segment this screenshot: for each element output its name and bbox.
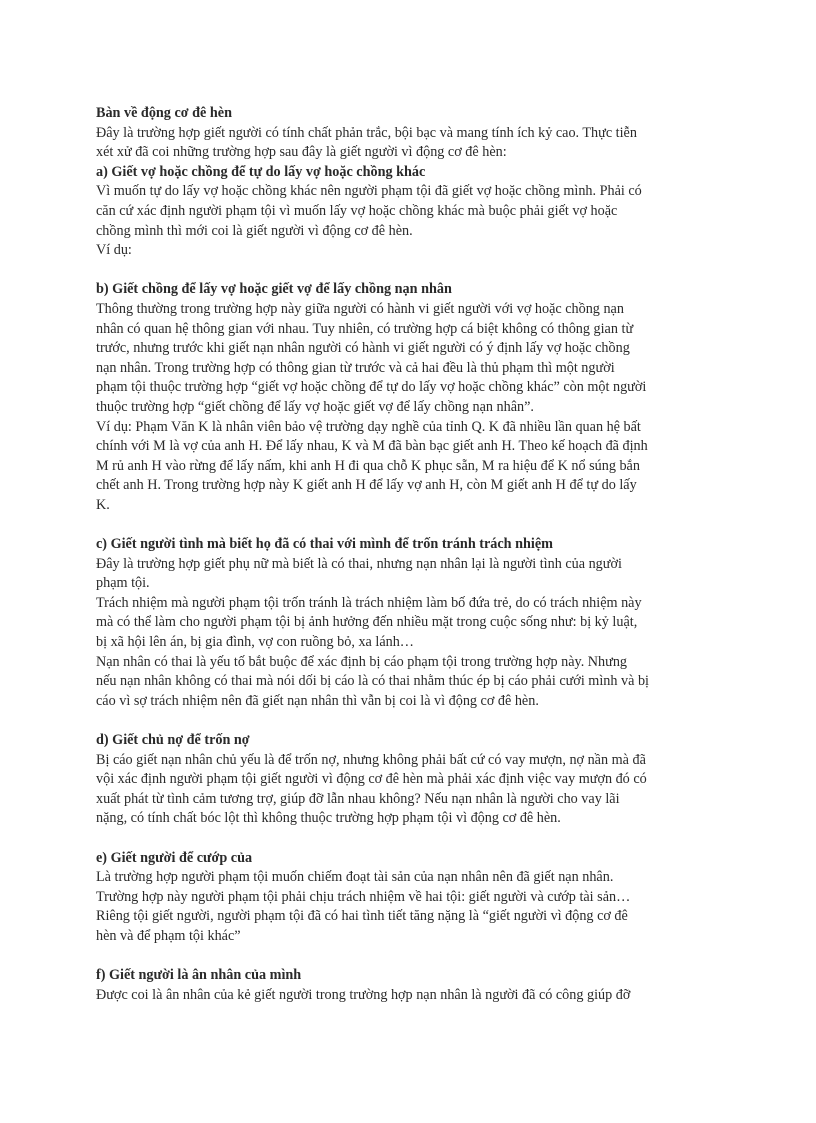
- section-heading: f) Giết người là ân nhân của mình: [96, 967, 302, 984]
- document-title: Bàn về động cơ đê hèn: [96, 105, 232, 121]
- body-text-line: Riêng tội giết người, người phạm tội đã có hai tình tiết tăng nặng là “giết người vì động cơ đê: [96, 908, 628, 925]
- body-text-line: Nạn nhân có thai là yếu tố bắt buộc để xác định bị cáo phạm tội trong trường hợp này. Nhưng: [96, 653, 628, 670]
- body-text-line: Đây là trường hợp giết người có tính chất phản trắc, bội bạc và mang tính ích kỷ cao. Thực tiễn: [96, 124, 637, 141]
- paragraph-spacer: [96, 947, 728, 967]
- body-text-line: M rủ anh H vào rừng để lấy nấm, khi anh H đi qua chỗ K phục sẵn, M ra hiệu để K nổ súng bắn: [96, 457, 640, 474]
- paragraph-spacer: [96, 261, 728, 281]
- body-text-line: phạm tội thuộc trường hợp “giết vợ hoặc chồng để tự do lấy vợ hoặc chồng khác” còn một người: [96, 379, 647, 396]
- section-heading: b) Giết chồng để lấy vợ hoặc giết vợ để lấy chồng nạn nhân: [96, 281, 452, 298]
- body-text-line: xét xử đã coi những trường hợp sau đây là giết người vì động cơ đê hèn:: [96, 144, 507, 161]
- body-text-line: căn cứ xác định người phạm tội vì muốn lấy vợ hoặc chồng khác mà buộc phải giết vợ hoặc: [96, 202, 618, 219]
- body-text-line: thuộc trường hợp “giết chồng để lấy vợ hoặc giết vợ để lấy chồng nạn nhân”.: [96, 398, 534, 415]
- body-text-line: chồng mình thì mới coi là giết người vì động cơ đê hèn.: [96, 222, 413, 239]
- body-text-line: chính với M là vợ của anh H. Để lấy nhau, K và M đã bàn bạc giết anh H. Theo kế hoạch đã định: [96, 438, 648, 455]
- body-text-line: chết anh H. Trong trường hợp này K giết anh H để lấy vợ anh H, còn M giết anh H để tự do lấy: [96, 477, 637, 494]
- paragraph-spacer: [96, 829, 728, 849]
- body-text-line: Thông thường trong trường hợp này giữa người có hành vi giết người với vợ hoặc chồng nạn: [96, 300, 624, 317]
- body-text-line: bị xã hội lên án, bị gia đình, vợ con ruồng bỏ, xa lánh…: [96, 634, 414, 651]
- body-text-line: xuất phát từ tình cảm tương trợ, giúp đỡ lẫn nhau không? Nếu nạn nhân là người cho vay lãi: [96, 790, 620, 807]
- paragraph-spacer: [96, 711, 728, 731]
- body-text-line: cáo vì sợ trách nhiệm nên đã giết nạn nhân thì vẫn bị coi là vì động cơ đê hèn.: [96, 692, 539, 709]
- body-text-line: Trường hợp này người phạm tội phải chịu trách nhiệm về hai tội: giết người và cướp tài sản…: [96, 888, 631, 905]
- body-text-line: vội xác định người phạm tội giết người vì động cơ đê hèn mà phải xác định việc vay mượn đó có: [96, 771, 647, 788]
- body-text-line: nhân có quan hệ thông gian với nhau. Tuy nhiên, có trường hợp cá biệt không có thông gian từ: [96, 320, 634, 337]
- section-heading: e) Giết người để cướp của: [96, 849, 253, 866]
- body-text-line: nạn nhân. Trong trường hợp có thông gian từ trước và cả hai đều là thủ phạm thì một người: [96, 359, 615, 376]
- body-text-line: Là trường hợp người phạm tội muốn chiếm đoạt tài sản của nạn nhân nên đã giết nạn nhân.: [96, 869, 614, 886]
- body-text-line: Ví dụ:: [96, 242, 132, 259]
- body-text-line: Vì muốn tự do lấy vợ hoặc chồng khác nên người phạm tội đã giết vợ hoặc chồng mình. Phải có: [96, 183, 642, 200]
- paragraph-spacer: [96, 515, 728, 535]
- body-text-line: Được coi là ân nhân của kẻ giết người trong trường hợp nạn nhân là người đã có công giúp đỡ: [96, 986, 631, 1003]
- body-text-line: nặng, có tính chất bóc lột thì không thuộc trường hợp phạm tội vì động cơ đê hèn.: [96, 810, 561, 827]
- body-text-line: hèn và để phạm tội khác”: [96, 927, 241, 944]
- body-text-line: mà có thể làm cho người phạm tội bị ảnh hưởng đến nhiều mặt trong cuộc sống như: bị kỷ luật,: [96, 614, 638, 631]
- section-heading: c) Giết người tình mà biết họ đã có thai với mình để trốn tránh trách nhiệm: [96, 536, 553, 553]
- body-text-line: nếu nạn nhân không có thai mà nói dối bị cáo là có thai nhằm thúc ép bị cáo phải cưới mình và bị: [96, 673, 649, 690]
- body-text-line: Đây là trường hợp giết phụ nữ mà biết là có thai, nhưng nạn nhân lại là người tình của người: [96, 555, 622, 572]
- body-text-line: trước, nhưng trước khi giết nạn nhân người có hành vi giết người có ý định lấy vợ hoặc chồng: [96, 340, 630, 357]
- document-page: [96, 104, 728, 1005]
- body-text-line: Trách nhiệm mà người phạm tội trốn tránh là trách nhiệm làm bố đứa trẻ, do có trách nhiệm này: [96, 594, 642, 611]
- body-text-line: Ví dụ: Phạm Văn K là nhân viên bảo vệ trường dạy nghề của tỉnh Q. K đã nhiều lần quan hệ bất: [96, 418, 641, 435]
- section-heading: a) Giết vợ hoặc chồng để tự do lấy vợ hoặc chồng khác: [96, 163, 426, 180]
- body-text-line: phạm tội.: [96, 575, 150, 592]
- body-text-line: Bị cáo giết nạn nhân chủ yếu là để trốn nợ, nhưng không phải bất cứ có vay mượn, nợ nần mà đã: [96, 751, 646, 768]
- section-heading: d) Giết chủ nợ để trốn nợ: [96, 732, 250, 748]
- body-text-line: K.: [96, 496, 110, 513]
